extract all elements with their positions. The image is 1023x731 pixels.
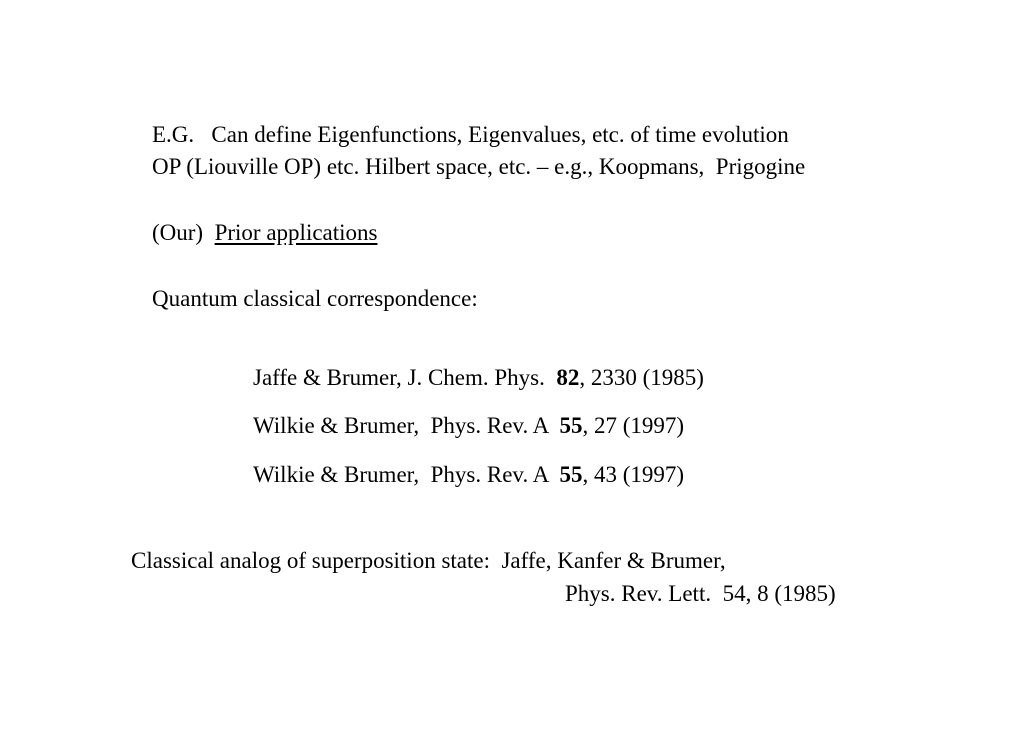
reference-volume: 82 bbox=[556, 365, 580, 390]
intro-line-1: E.G. Can define Eigenfunctions, Eigenvalues, etc. of time evolution bbox=[152, 122, 789, 147]
reference-2 bbox=[253, 411, 684, 441]
prior-prefix: (Our) bbox=[152, 220, 215, 245]
superposition-line-1: Classical analog of superposition state: Jaffe, Kanfer & Brumer, bbox=[131, 548, 726, 573]
prior-applications-line bbox=[152, 218, 377, 248]
reference-pages: , 27 (1997) bbox=[582, 413, 685, 438]
reference-authors: Wilkie & Brumer, Phys. Rev. A bbox=[253, 462, 560, 487]
reference-pages: , 2330 (1985) bbox=[579, 365, 704, 390]
superposition-line-2: Phys. Rev. Lett. 54, 8 (1985) bbox=[565, 581, 836, 606]
reference-3 bbox=[253, 460, 684, 490]
reference-volume: 55 bbox=[559, 462, 583, 487]
reference-volume: 55 bbox=[559, 413, 583, 438]
quantum-classical-heading: Quantum classical correspondence: bbox=[152, 286, 478, 311]
intro-line-2: OP (Liouville OP) etc. Hilbert space, etc. – e.g., Koopmans, Prigogine bbox=[152, 154, 806, 179]
reference-pages: , 43 (1997) bbox=[582, 462, 685, 487]
reference-authors: Wilkie & Brumer, Phys. Rev. A bbox=[253, 413, 560, 438]
reference-authors: Jaffe & Brumer, J. Chem. Phys. bbox=[253, 365, 557, 390]
reference-1 bbox=[253, 363, 704, 393]
prior-applications-heading: Prior applications bbox=[214, 220, 378, 245]
